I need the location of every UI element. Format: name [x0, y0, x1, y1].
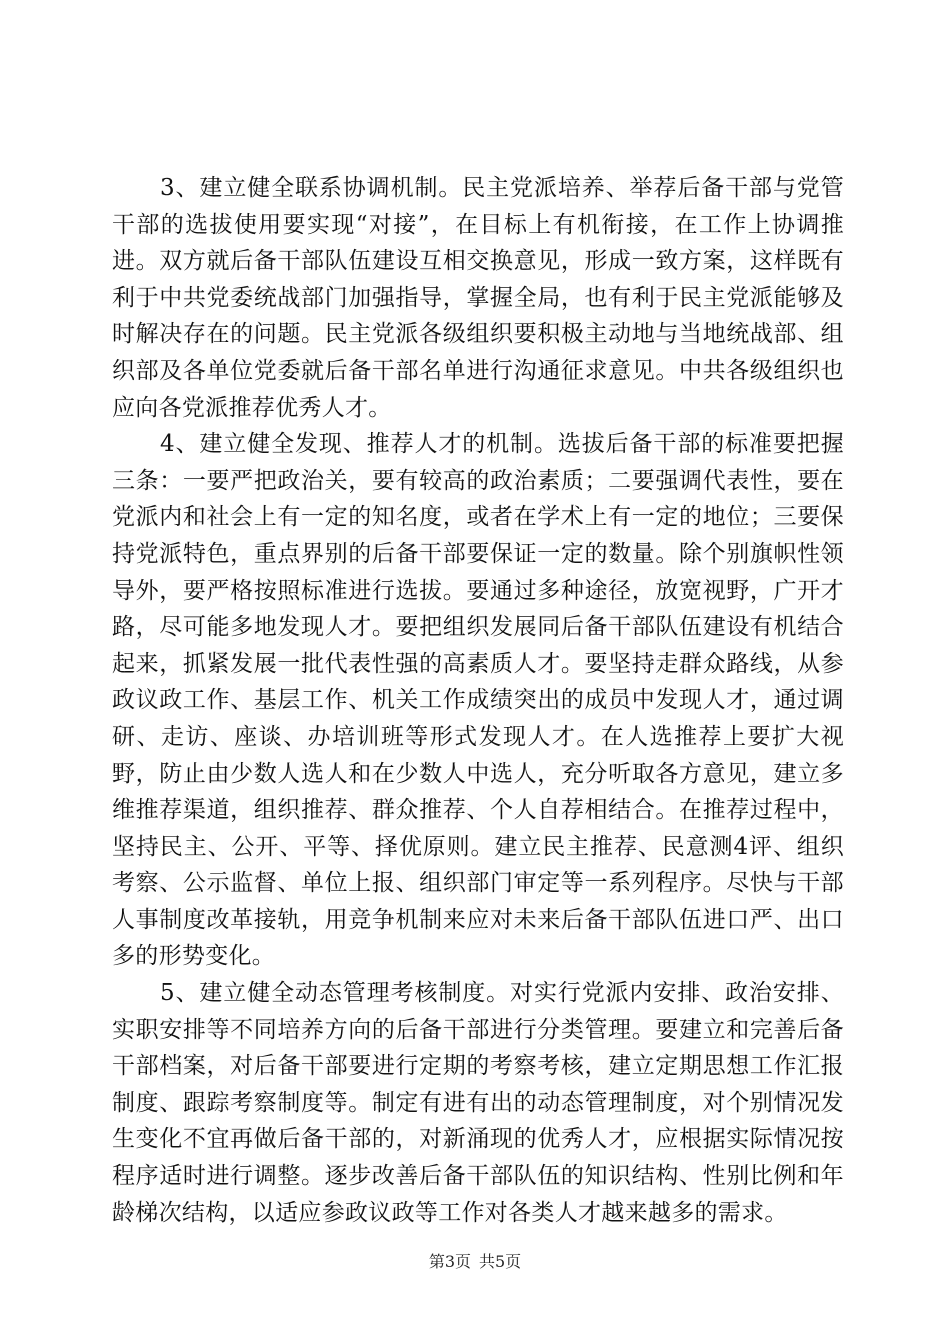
page-footer [0, 1252, 950, 1272]
paragraph-section-3: 3、建立健全联系协调机制。民主党派培养、举荐后备干部与党管干部的选拔使用要实现“对接”，在目标上有机衔接，在工作上协调推进。双方就后备干部队伍建设互相交换意见，形成一致方案，这样既有利于中共党委统战部门加强指导，掌握全局，也有利于民主党派能够及时解决存在的问题。民主党派各级组织要积极主动地与当地统战部、组织部及各单位党委就后备干部名单进行沟通征求意见。中共各级组织也应向各党派推荐优秀人才。 [112, 175, 844, 421]
paragraph-section-4: 4、建立健全发现、推荐人才的机制。选拔后备干部的标准要把握三条：一要严把政治关，要有较高的政治素质；二要强调代表性，要在党派内和社会上有一定的知名度，或者在学术上有一定的地位；三要保持党派特色，重点界别的后备干部要保证一定的数量。除个别旗帜性领导外，要严格按照标准进行选拔。要通过多种途径，放宽视野，广开才路，尽可能多地发现人才。要把组织发展同后备干部队伍建设有机结合起来，抓紧发展一批代表性强的高素质人才。要坚持走群众路线，从参政议政工作、基层工作、机关工作成绩突出的成员中发现人才，通过调研、走访、座谈、办培训班等形式发现人才。在人选推荐上要扩大视野，防止由少数人选人和在少数人中选人，充分听取各方意见，建立多维推荐渠道，组织推荐、群众推荐、个人自荐相结合。在推荐过程中，坚持民主、公开、平等、择优原则。建立民主推荐、民意测4评、组织考察、公示监督、单位上报、组织部门审定等一系列程序。尽快与干部人事制度改革接轨，用竞争机制来应对未来后备干部队伍进口严、出口多的形势变化。 [112, 431, 844, 970]
page-number: 第3页 [428, 1252, 471, 1271]
paragraph-section-5: 5、建立健全动态管理考核制度。对实行党派内安排、政治安排、实职安排等不同培养方向的后备干部进行分类管理。要建立和完善后备干部档案，对后备干部要进行定期的考察考核，建立定期思想工作汇报制度、跟踪考察制度等。制定有进有出的动态管理制度，对个别情况发生变化不宜再做后备干部的，对新涌现的优秀人才，应根据实际情况按程序适时进行调整。逐步改善后备干部队伍的知识结构、性别比例和年龄梯次结构，以适应参政议政等工作对各类人才越来越多的需求。 [112, 980, 844, 1226]
page-count: 共5页 [479, 1252, 522, 1271]
document-body [112, 170, 844, 1231]
